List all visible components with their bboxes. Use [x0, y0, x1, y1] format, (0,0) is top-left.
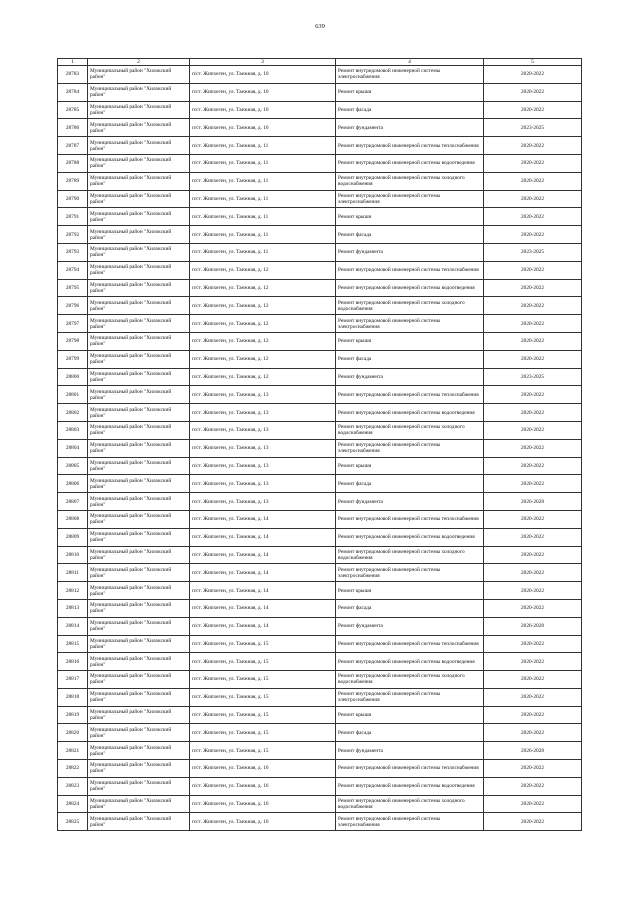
row-number-cell: 28813	[58, 599, 88, 617]
address-cell: п/ст. Жипхеген, ул. Таежная, д. 12	[190, 261, 336, 279]
address-cell: п/ст. Жипхеген, ул. Таежная, д. 15	[190, 706, 336, 724]
period-cell: 2026-2028	[484, 617, 582, 635]
table-row	[58, 599, 582, 617]
row-number-cell: 28818	[58, 688, 88, 706]
municipality-cell: Муниципальный район "Хилокский район"	[88, 350, 190, 368]
municipality-cell: Муниципальный район "Хилокский район"	[88, 795, 190, 813]
address-cell: п/ст. Жипхеген, ул. Таежная, д. 16	[190, 760, 336, 778]
work-type-cell: Ремонт внутридомовой инженерной системы водоотведения	[336, 154, 484, 172]
work-type-cell: Ремонт внутридомовой инженерной системы электроснабжения	[336, 564, 484, 582]
period-cell: 2020-2022	[484, 546, 582, 564]
table-row	[58, 297, 582, 315]
municipality-cell: Муниципальный район "Хилокский район"	[88, 617, 190, 635]
address-cell: п/ст. Жипхеген, ул. Таежная, д. 13	[190, 439, 336, 457]
row-number-cell: 28787	[58, 137, 88, 155]
municipality-cell: Муниципальный район "Хилокский район"	[88, 404, 190, 422]
period-cell: 2023-2025	[484, 368, 582, 386]
period-cell: 2020-2022	[484, 172, 582, 190]
period-cell: 2020-2022	[484, 777, 582, 795]
period-cell: 2020-2022	[484, 439, 582, 457]
header-row	[58, 59, 582, 66]
period-cell: 2020-2022	[484, 83, 582, 101]
row-number-cell: 28805	[58, 457, 88, 475]
municipality-cell: Муниципальный район "Хилокский район"	[88, 653, 190, 671]
row-number-cell: 28795	[58, 279, 88, 297]
municipality-cell: Муниципальный район "Хилокский район"	[88, 688, 190, 706]
work-type-cell: Ремонт фундамента	[336, 368, 484, 386]
municipality-cell: Муниципальный район "Хилокский район"	[88, 582, 190, 600]
period-cell: 2020-2022	[484, 279, 582, 297]
address-cell: п/ст. Жипхеген, ул. Таежная, д. 13	[190, 421, 336, 439]
row-number-cell: 28801	[58, 386, 88, 404]
table-row	[58, 368, 582, 386]
address-cell: п/ст. Жипхеген, ул. Таежная, д. 10	[190, 83, 336, 101]
address-cell: п/ст. Жипхеген, ул. Таежная, д. 15	[190, 688, 336, 706]
table-row	[58, 475, 582, 493]
table-row	[58, 83, 582, 101]
work-type-cell: Ремонт внутридомовой инженерной системы электроснабжения	[336, 66, 484, 84]
header-col-2: 2	[88, 59, 190, 66]
address-cell: п/ст. Жипхеген, ул. Таежная, д. 12	[190, 350, 336, 368]
table-row	[58, 190, 582, 208]
row-number-cell: 28819	[58, 706, 88, 724]
row-number-cell: 28788	[58, 154, 88, 172]
work-type-cell: Ремонт крыши	[336, 582, 484, 600]
municipality-cell: Муниципальный район "Хилокский район"	[88, 279, 190, 297]
address-cell: п/ст. Жипхеген, ул. Таежная, д. 13	[190, 457, 336, 475]
table-row	[58, 172, 582, 190]
address-cell: п/ст. Жипхеген, ул. Таежная, д. 14	[190, 599, 336, 617]
municipality-cell: Муниципальный район "Хилокский район"	[88, 137, 190, 155]
work-type-cell: Ремонт внутридомовой инженерной системы теплоснабжения	[336, 760, 484, 778]
table-row	[58, 243, 582, 261]
address-cell: п/ст. Жипхеген, ул. Таежная, д. 11	[190, 226, 336, 244]
period-cell: 2020-2022	[484, 582, 582, 600]
period-cell: 2020-2022	[484, 813, 582, 831]
period-cell: 2020-2022	[484, 350, 582, 368]
municipality-cell: Муниципальный район "Хилокский район"	[88, 475, 190, 493]
work-type-cell: Ремонт внутридомовой инженерной системы электроснабжения	[336, 315, 484, 333]
row-number-cell: 28808	[58, 510, 88, 528]
table-row	[58, 66, 582, 84]
municipality-cell: Муниципальный район "Хилокский район"	[88, 332, 190, 350]
table-row	[58, 671, 582, 689]
municipality-cell: Муниципальный район "Хилокский район"	[88, 297, 190, 315]
municipality-cell: Муниципальный район "Хилокский район"	[88, 421, 190, 439]
row-number-cell: 28820	[58, 724, 88, 742]
municipality-cell: Муниципальный район "Хилокский район"	[88, 368, 190, 386]
municipality-cell: Муниципальный район "Хилокский район"	[88, 493, 190, 511]
work-type-cell: Ремонт внутридомовой инженерной системы теплоснабжения	[336, 137, 484, 155]
address-cell: п/ст. Жипхеген, ул. Таежная, д. 11	[190, 137, 336, 155]
address-cell: п/ст. Жипхеген, ул. Таежная, д. 13	[190, 386, 336, 404]
header-col-1: 1	[58, 59, 88, 66]
address-cell: п/ст. Жипхеген, ул. Таежная, д. 15	[190, 742, 336, 760]
table-row	[58, 777, 582, 795]
period-cell: 2020-2022	[484, 101, 582, 119]
header-col-4: 4	[336, 59, 484, 66]
work-type-cell: Ремонт внутридомовой инженерной системы водоотведения	[336, 777, 484, 795]
table-row	[58, 760, 582, 778]
work-type-cell: Ремонт фасада	[336, 226, 484, 244]
row-number-cell: 28791	[58, 208, 88, 226]
address-cell: п/ст. Жипхеген, ул. Таежная, д. 12	[190, 279, 336, 297]
period-cell: 2020-2022	[484, 528, 582, 546]
period-cell: 2020-2022	[484, 564, 582, 582]
table-row	[58, 119, 582, 137]
municipality-cell: Муниципальный район "Хилокский район"	[88, 706, 190, 724]
table-row	[58, 688, 582, 706]
work-type-cell: Ремонт внутридомовой инженерной системы холодного водоснабжения	[336, 172, 484, 190]
period-cell: 2020-2022	[484, 599, 582, 617]
row-number-cell: 28784	[58, 83, 88, 101]
address-cell: п/ст. Жипхеген, ул. Таежная, д. 16	[190, 795, 336, 813]
municipality-cell: Муниципальный район "Хилокский район"	[88, 119, 190, 137]
row-number-cell: 28783	[58, 66, 88, 84]
work-type-cell: Ремонт внутридомовой инженерной системы холодного водоснабжения	[336, 671, 484, 689]
period-cell: 2020-2022	[484, 795, 582, 813]
municipality-cell: Муниципальный район "Хилокский район"	[88, 724, 190, 742]
period-cell: 2026-2028	[484, 493, 582, 511]
address-cell: п/ст. Жипхеген, ул. Таежная, д. 16	[190, 777, 336, 795]
municipality-cell: Муниципальный район "Хилокский район"	[88, 510, 190, 528]
municipality-cell: Муниципальный район "Хилокский район"	[88, 101, 190, 119]
work-type-cell: Ремонт внутридомовой инженерной системы электроснабжения	[336, 439, 484, 457]
row-number-cell: 28822	[58, 760, 88, 778]
period-cell: 2020-2022	[484, 706, 582, 724]
address-cell: п/ст. Жипхеген, ул. Таежная, д. 12	[190, 297, 336, 315]
municipality-cell: Муниципальный район "Хилокский район"	[88, 172, 190, 190]
header-col-5: 5	[484, 59, 582, 66]
work-type-cell: Ремонт фасада	[336, 101, 484, 119]
work-type-cell: Ремонт внутридомовой инженерной системы теплоснабжения	[336, 510, 484, 528]
address-cell: п/ст. Жипхеген, ул. Таежная, д. 12	[190, 368, 336, 386]
table-row	[58, 226, 582, 244]
row-number-cell: 28823	[58, 777, 88, 795]
row-number-cell: 28796	[58, 297, 88, 315]
municipality-cell: Муниципальный район "Хилокский район"	[88, 813, 190, 831]
table-row	[58, 564, 582, 582]
row-number-cell: 28807	[58, 493, 88, 511]
period-cell: 2020-2022	[484, 671, 582, 689]
address-cell: п/ст. Жипхеген, ул. Таежная, д. 13	[190, 404, 336, 422]
table-row	[58, 653, 582, 671]
period-cell: 2020-2022	[484, 635, 582, 653]
period-cell: 2020-2022	[484, 760, 582, 778]
table-row	[58, 742, 582, 760]
work-type-cell: Ремонт внутридомовой инженерной системы холодного водоснабжения	[336, 421, 484, 439]
address-cell: п/ст. Жипхеген, ул. Таежная, д. 10	[190, 119, 336, 137]
municipality-cell: Муниципальный район "Хилокский район"	[88, 564, 190, 582]
period-cell: 2020-2022	[484, 421, 582, 439]
address-cell: п/ст. Жипхеген, ул. Таежная, д. 11	[190, 190, 336, 208]
work-type-cell: Ремонт крыши	[336, 706, 484, 724]
row-number-cell: 28789	[58, 172, 88, 190]
municipality-cell: Муниципальный район "Хилокский район"	[88, 226, 190, 244]
table-row	[58, 386, 582, 404]
work-type-cell: Ремонт фасада	[336, 475, 484, 493]
work-type-cell: Ремонт внутридомовой инженерной системы электроснабжения	[336, 688, 484, 706]
table-row	[58, 795, 582, 813]
period-cell: 2020-2022	[484, 386, 582, 404]
work-type-cell: Ремонт крыши	[336, 83, 484, 101]
table-row	[58, 101, 582, 119]
work-type-cell: Ремонт крыши	[336, 208, 484, 226]
period-cell: 2020-2022	[484, 315, 582, 333]
municipality-cell: Муниципальный район "Хилокский район"	[88, 154, 190, 172]
work-type-cell: Ремонт крыши	[336, 332, 484, 350]
row-number-cell: 28797	[58, 315, 88, 333]
address-cell: п/ст. Жипхеген, ул. Таежная, д. 11	[190, 154, 336, 172]
row-number-cell: 28821	[58, 742, 88, 760]
municipality-cell: Муниципальный район "Хилокский район"	[88, 635, 190, 653]
address-cell: п/ст. Жипхеген, ул. Таежная, д. 14	[190, 546, 336, 564]
municipality-cell: Муниципальный район "Хилокский район"	[88, 777, 190, 795]
address-cell: п/ст. Жипхеген, ул. Таежная, д. 14	[190, 582, 336, 600]
row-number-cell: 28785	[58, 101, 88, 119]
address-cell: п/ст. Жипхеген, ул. Таежная, д. 13	[190, 493, 336, 511]
row-number-cell: 28815	[58, 635, 88, 653]
municipality-cell: Муниципальный район "Хилокский район"	[88, 439, 190, 457]
municipality-cell: Муниципальный район "Хилокский район"	[88, 599, 190, 617]
row-number-cell: 28792	[58, 226, 88, 244]
row-number-cell: 28809	[58, 528, 88, 546]
work-type-cell: Ремонт крыши	[336, 457, 484, 475]
period-cell: 2020-2022	[484, 688, 582, 706]
row-number-cell: 28793	[58, 243, 88, 261]
municipality-cell: Муниципальный район "Хилокский район"	[88, 315, 190, 333]
work-type-cell: Ремонт внутридомовой инженерной системы теплоснабжения	[336, 635, 484, 653]
work-type-cell: Ремонт фасада	[336, 724, 484, 742]
row-number-cell: 28794	[58, 261, 88, 279]
municipality-cell: Муниципальный район "Хилокский район"	[88, 66, 190, 84]
work-type-cell: Ремонт внутридомовой инженерной системы холодного водоснабжения	[336, 297, 484, 315]
period-cell: 2020-2022	[484, 261, 582, 279]
work-type-cell: Ремонт внутридомовой инженерной системы водоотведения	[336, 404, 484, 422]
address-cell: п/ст. Жипхеген, ул. Таежная, д. 15	[190, 671, 336, 689]
row-number-cell: 28802	[58, 404, 88, 422]
address-cell: п/ст. Жипхеген, ул. Таежная, д. 12	[190, 332, 336, 350]
table-row	[58, 617, 582, 635]
row-number-cell: 28817	[58, 671, 88, 689]
table-row	[58, 493, 582, 511]
row-number-cell: 28825	[58, 813, 88, 831]
municipality-cell: Муниципальный район "Хилокский район"	[88, 457, 190, 475]
period-cell: 2023-2025	[484, 243, 582, 261]
row-number-cell: 28811	[58, 564, 88, 582]
municipality-cell: Муниципальный район "Хилокский район"	[88, 261, 190, 279]
row-number-cell: 28799	[58, 350, 88, 368]
row-number-cell: 28804	[58, 439, 88, 457]
table-row	[58, 137, 582, 155]
period-cell: 2020-2022	[484, 404, 582, 422]
table-row	[58, 813, 582, 831]
row-number-cell: 28824	[58, 795, 88, 813]
table-row	[58, 546, 582, 564]
header-col-3: 3	[190, 59, 336, 66]
table-row	[58, 332, 582, 350]
table-row	[58, 279, 582, 297]
table-row	[58, 635, 582, 653]
table-row	[58, 510, 582, 528]
period-cell: 2020-2022	[484, 66, 582, 84]
period-cell: 2020-2022	[484, 653, 582, 671]
work-type-cell: Ремонт внутридомовой инженерной системы холодного водоснабжения	[336, 546, 484, 564]
row-number-cell: 28786	[58, 119, 88, 137]
period-cell: 2020-2022	[484, 208, 582, 226]
address-cell: п/ст. Жипхеген, ул. Таежная, д. 11	[190, 208, 336, 226]
work-type-cell: Ремонт фундамента	[336, 617, 484, 635]
address-cell: п/ст. Жипхеген, ул. Таежная, д. 10	[190, 66, 336, 84]
period-cell: 2026-2028	[484, 742, 582, 760]
period-cell: 2023-2025	[484, 119, 582, 137]
table-row	[58, 208, 582, 226]
municipality-cell: Муниципальный район "Хилокский район"	[88, 190, 190, 208]
municipality-cell: Муниципальный район "Хилокский район"	[88, 83, 190, 101]
row-number-cell: 28803	[58, 421, 88, 439]
work-type-cell: Ремонт фундамента	[336, 119, 484, 137]
period-cell: 2020-2022	[484, 190, 582, 208]
work-type-cell: Ремонт фундамента	[336, 243, 484, 261]
work-type-cell: Ремонт внутридомовой инженерной системы электроснабжения	[336, 190, 484, 208]
municipality-cell: Муниципальный район "Хилокский район"	[88, 671, 190, 689]
row-number-cell: 28806	[58, 475, 88, 493]
municipality-cell: Муниципальный район "Хилокский район"	[88, 528, 190, 546]
municipality-cell: Муниципальный район "Хилокский район"	[88, 546, 190, 564]
address-cell: п/ст. Жипхеген, ул. Таежная, д. 15	[190, 653, 336, 671]
period-cell: 2020-2022	[484, 297, 582, 315]
period-cell: 2020-2022	[484, 226, 582, 244]
table-row	[58, 457, 582, 475]
address-cell: п/ст. Жипхеген, ул. Таежная, д. 14	[190, 510, 336, 528]
municipality-cell: Муниципальный район "Хилокский район"	[88, 208, 190, 226]
page-number: 639	[315, 23, 325, 30]
address-cell: п/ст. Жипхеген, ул. Таежная, д. 14	[190, 528, 336, 546]
table-row	[58, 724, 582, 742]
table-row	[58, 439, 582, 457]
period-cell: 2020-2022	[484, 457, 582, 475]
period-cell: 2020-2022	[484, 724, 582, 742]
registry-table	[57, 58, 582, 831]
table-row	[58, 261, 582, 279]
row-number-cell: 28800	[58, 368, 88, 386]
period-cell: 2020-2022	[484, 154, 582, 172]
row-number-cell: 28790	[58, 190, 88, 208]
address-cell: п/ст. Жипхеген, ул. Таежная, д. 12	[190, 315, 336, 333]
address-cell: п/ст. Жипхеген, ул. Таежная, д. 13	[190, 475, 336, 493]
address-cell: п/ст. Жипхеген, ул. Таежная, д. 14	[190, 564, 336, 582]
address-cell: п/ст. Жипхеген, ул. Таежная, д. 11	[190, 172, 336, 190]
row-number-cell: 28810	[58, 546, 88, 564]
period-cell: 2020-2022	[484, 332, 582, 350]
work-type-cell: Ремонт внутридомовой инженерной системы водоотведения	[336, 653, 484, 671]
period-cell: 2020-2022	[484, 510, 582, 528]
municipality-cell: Муниципальный район "Хилокский район"	[88, 742, 190, 760]
table-row	[58, 350, 582, 368]
table-row	[58, 421, 582, 439]
table-row	[58, 315, 582, 333]
work-type-cell: Ремонт внутридомовой инженерной системы водоотведения	[336, 279, 484, 297]
address-cell: п/ст. Жипхеген, ул. Таежная, д. 10	[190, 101, 336, 119]
address-cell: п/ст. Жипхеген, ул. Таежная, д. 16	[190, 813, 336, 831]
work-type-cell: Ремонт фасада	[336, 599, 484, 617]
row-number-cell: 28812	[58, 582, 88, 600]
table-row	[58, 404, 582, 422]
table-row	[58, 706, 582, 724]
address-cell: п/ст. Жипхеген, ул. Таежная, д. 15	[190, 635, 336, 653]
period-cell: 2020-2022	[484, 475, 582, 493]
period-cell: 2020-2022	[484, 137, 582, 155]
row-number-cell: 28798	[58, 332, 88, 350]
address-cell: п/ст. Жипхеген, ул. Таежная, д. 15	[190, 724, 336, 742]
table-row	[58, 582, 582, 600]
work-type-cell: Ремонт внутридомовой инженерной системы теплоснабжения	[336, 386, 484, 404]
work-type-cell: Ремонт фасада	[336, 350, 484, 368]
address-cell: п/ст. Жипхеген, ул. Таежная, д. 11	[190, 243, 336, 261]
address-cell: п/ст. Жипхеген, ул. Таежная, д. 14	[190, 617, 336, 635]
work-type-cell: Ремонт внутридомовой инженерной системы холодного водоснабжения	[336, 795, 484, 813]
municipality-cell: Муниципальный район "Хилокский район"	[88, 243, 190, 261]
work-type-cell: Ремонт внутридомовой инженерной системы водоотведения	[336, 528, 484, 546]
work-type-cell: Ремонт внутридомовой инженерной системы электроснабжения	[336, 813, 484, 831]
municipality-cell: Муниципальный район "Хилокский район"	[88, 386, 190, 404]
table-row	[58, 154, 582, 172]
work-type-cell: Ремонт внутридомовой инженерной системы теплоснабжения	[336, 261, 484, 279]
table-row	[58, 528, 582, 546]
work-type-cell: Ремонт фундамента	[336, 493, 484, 511]
municipality-cell: Муниципальный район "Хилокский район"	[88, 760, 190, 778]
row-number-cell: 28814	[58, 617, 88, 635]
work-type-cell: Ремонт фундамента	[336, 742, 484, 760]
row-number-cell: 28816	[58, 653, 88, 671]
table-body	[58, 66, 582, 831]
